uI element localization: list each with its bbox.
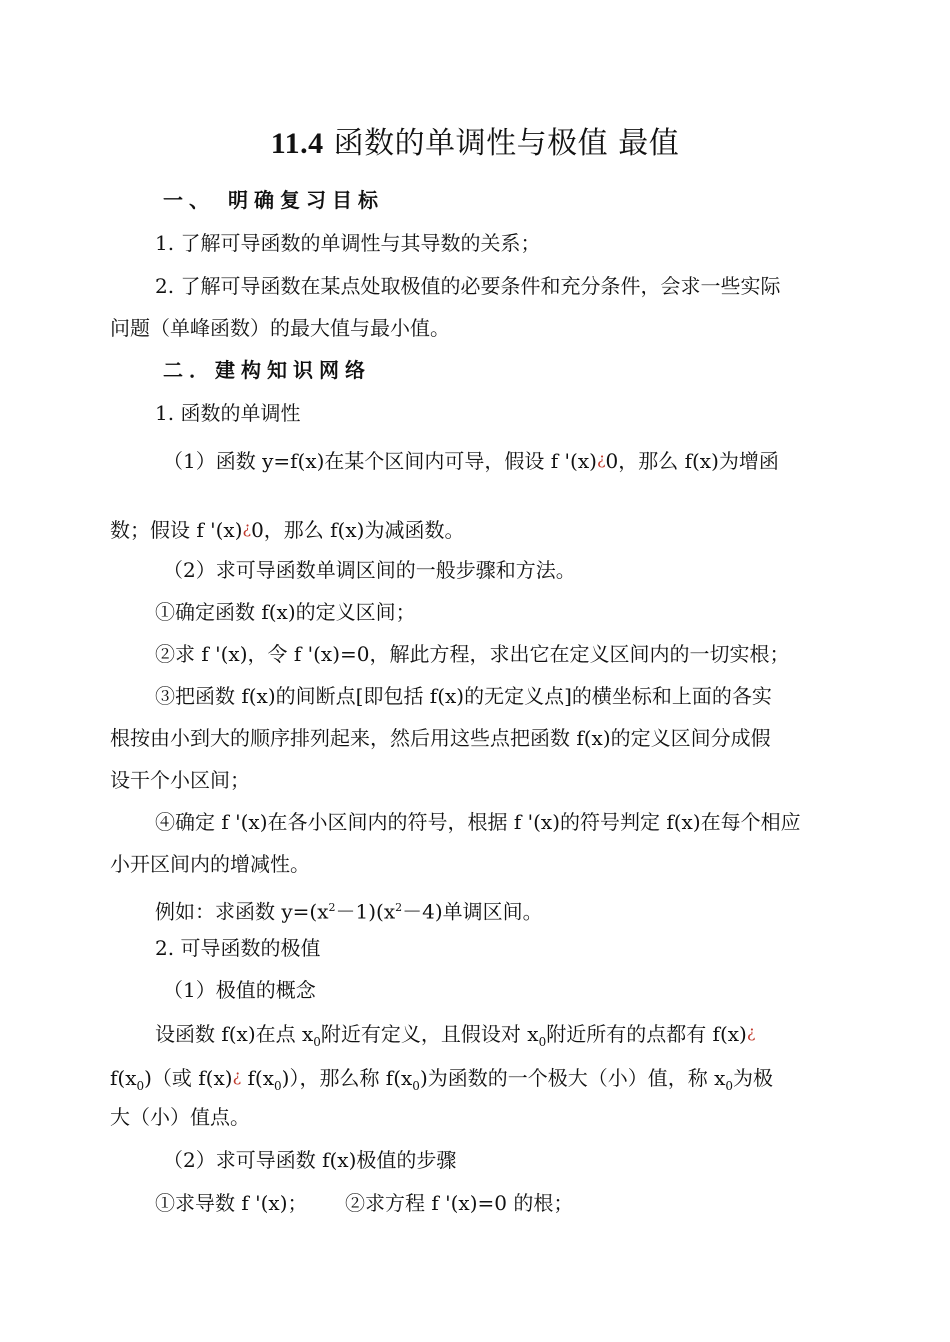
definition-text: f(x — [241, 1066, 274, 1090]
subscript: 0 — [412, 1079, 420, 1093]
paragraph-text: 数；假设 f '(x) — [110, 518, 243, 542]
definition-text: )），那么称 f(x — [281, 1066, 413, 1090]
step-4-line2: 小开区间内的增减性。 — [110, 852, 310, 876]
subscript: 0 — [538, 1035, 547, 1049]
definition-text: 附近有定义，且假设对 x — [320, 1022, 539, 1046]
step-4-line1: ④确定 f '(x)在各小区间内的符号，根据 f '(x)的符号判定 f(x)在每个相应 — [155, 810, 801, 834]
garbled-symbol: ¿ — [746, 1022, 756, 1041]
subheading-extrema: 2. 可导函数的极值 — [155, 936, 321, 960]
subscript: 0 — [274, 1079, 282, 1093]
garbled-symbol: ¿ — [232, 1066, 242, 1085]
step-3-line3: 设干个小区间； — [110, 768, 250, 792]
paragraph-text: 0，那么 f(x)为减函数。 — [251, 518, 465, 542]
concept-heading: （1）极值的概念 — [163, 978, 316, 1002]
extrema-step-1: ①求导数 f '(x)； — [155, 1191, 308, 1215]
step-3-line2: 根按由小到大的顺序排列起来，然后用这些点把函数 f(x)的定义区间分成假 — [110, 726, 771, 750]
garbled-symbol: ¿ — [242, 518, 252, 537]
goal-item-2-line1: 2. 了解可导函数在某点处取极值的必要条件和充分条件，会求一些实际 — [155, 274, 781, 298]
example-text: 例如：求函数 y=(x — [155, 899, 329, 924]
definition-text: 附近所有的点都有 f(x) — [546, 1022, 747, 1046]
garbled-symbol: ¿ — [596, 449, 606, 468]
subscript: 0 — [725, 1079, 734, 1093]
extrema-step-2: ②求方程 f '(x)=0 的根； — [345, 1191, 574, 1215]
definition-text: )（或 f(x) — [144, 1066, 233, 1090]
subscript: 0 — [136, 1079, 145, 1093]
page-title — [0, 118, 950, 162]
section1-heading: 一、 明确复习目标 — [163, 188, 384, 212]
paragraph-text: （1）函数 y=f(x)在某个区间内可导，假设 f '(x) — [163, 449, 597, 473]
paragraph-text: 0，那么 f(x)为增函 — [605, 449, 779, 473]
superscript: 2 — [395, 901, 403, 914]
step-1: ①确定函数 f(x)的定义区间； — [155, 600, 416, 624]
definition-line3: 大（小）值点。 — [110, 1105, 250, 1129]
subheading-monotonicity: 1. 函数的单调性 — [155, 401, 301, 425]
section2-heading: 二．建构知识网络 — [163, 358, 371, 382]
example-text: －1)(x — [335, 899, 396, 924]
example-line — [155, 893, 543, 927]
goal-item-2-line2: 问题（单峰函数）的最大值与最小值。 — [110, 316, 450, 340]
title-number: 11.4 — [270, 127, 324, 160]
title-text: 函数的单调性与极值 最值 — [323, 126, 680, 161]
definition-text: f(x — [110, 1066, 137, 1090]
paragraph-steps-intro: （2）求可导函数单调区间的一般步骤和方法。 — [163, 558, 576, 582]
step-2: ②求 f '(x)，令 f '(x)=0，解此方程，求出它在定义区间内的一切实根； — [155, 642, 790, 666]
definition-line2 — [110, 1061, 773, 1101]
superscript: 2 — [328, 901, 336, 914]
definition-text: )为函数的一个极大（小）值，称 x — [419, 1066, 726, 1090]
definition-text: 设函数 f(x)在点 x — [155, 1022, 314, 1046]
definition-text: 为极 — [733, 1066, 774, 1090]
goal-item-1: 1. 了解可导函数的单调性与其导数的关系； — [155, 231, 541, 255]
paragraph-increasing — [163, 444, 779, 476]
example-text: －4)单调区间。 — [402, 899, 543, 924]
subscript: 0 — [313, 1035, 321, 1049]
step-3-line1: ③把函数 f(x)的间断点[即包括 f(x)的无定义点]的横坐标和上面的各实 — [155, 684, 772, 708]
definition-line1 — [155, 1017, 755, 1057]
paragraph-decreasing — [110, 513, 464, 545]
steps-heading: （2）求可导函数 f(x)极值的步骤 — [163, 1148, 457, 1172]
